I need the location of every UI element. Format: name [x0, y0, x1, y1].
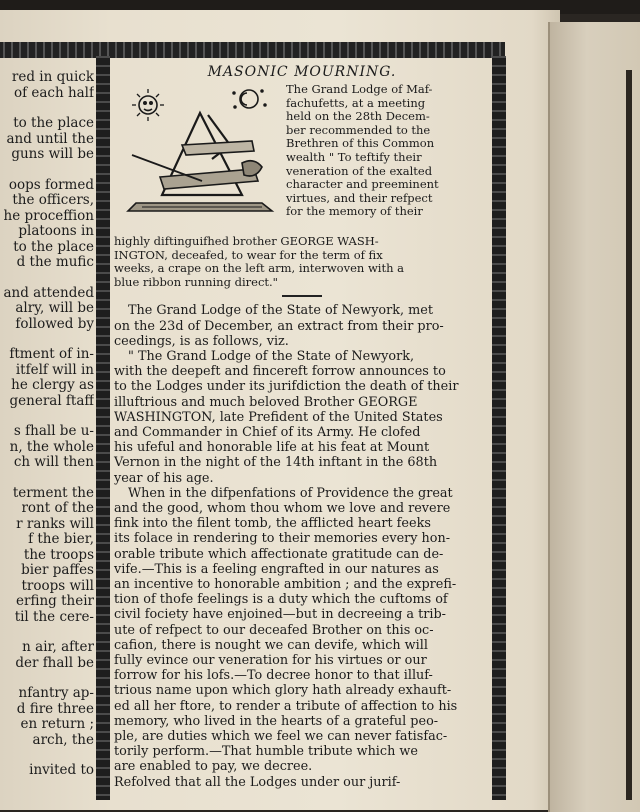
text-line: Refolved that all the Lodges under our jurif-	[114, 774, 401, 790]
text-line: ute of refpect to our deceafed Brother on this oc-	[114, 622, 434, 638]
text-line: erfing their	[16, 593, 94, 609]
text-line: til the cere-	[14, 608, 94, 625]
text-line: invited to	[29, 762, 94, 778]
line-gap	[0, 332, 94, 347]
intro-continuation	[114, 235, 490, 289]
text-line: torily perform.—That humble tribute which we	[114, 744, 418, 760]
text-line: Vernon in the night of the 14th inftant in the 68th	[114, 455, 438, 471]
text-line: n air, after	[22, 639, 94, 655]
text-line: weeks, a crape on the left arm, interwoven with a	[114, 261, 405, 276]
text-line: Brethren of this Common	[286, 136, 435, 151]
text-line: fink into the filent tomb, the afflicted heart feeks	[114, 516, 431, 532]
text-line: ber recommended to the	[286, 122, 431, 137]
text-line: and attended	[3, 284, 94, 301]
text-line: ch will then	[13, 454, 94, 470]
text-line: for the memory of their	[286, 204, 423, 219]
text-line: its folace in rendering to their memories every hon-	[114, 531, 451, 547]
text-line: n, the whole	[9, 438, 94, 455]
text-line: f the bier,	[28, 531, 94, 547]
mourning-border-right	[492, 56, 506, 800]
text-line: to the place	[13, 238, 94, 255]
text-line: fully evince our veneration for his virtues or our	[114, 653, 427, 669]
text-line: the troops	[23, 546, 94, 563]
text-line: forrow for his lofs.—To decree honor to that illuf-	[114, 668, 433, 684]
line-gap	[0, 163, 94, 178]
section-separator	[282, 295, 322, 297]
text-line: character and preeminent	[286, 177, 439, 192]
text-line: followed by	[15, 315, 94, 332]
line-gap	[0, 625, 94, 640]
text-line: highly diftinguifhed brother GEORGE WASH-	[114, 234, 379, 248]
text-line: to the Lodges under its jurifdiction the death of their	[114, 379, 459, 395]
text-line: terment the	[12, 484, 94, 501]
text-line: itfelf will in	[15, 361, 94, 378]
text-line: are enabled to pay, we decree.	[114, 759, 313, 775]
text-line: INGTON, deceafed, to wear for the term of fix	[114, 247, 383, 262]
text-line: the officers,	[12, 192, 94, 208]
text-line: fachufetts, at a meeting	[286, 95, 426, 110]
text-line: red in quick	[11, 70, 94, 85]
text-line: vife.—This is a feeling engrafted in our natures as	[114, 561, 439, 577]
text-line: oops formed	[8, 176, 94, 193]
text-line: ront of the	[21, 500, 94, 516]
text-line: an incentive to honorable ambition ; and the exprefi-	[114, 577, 457, 593]
line-gap	[0, 471, 94, 486]
text-line: ftment of in-	[9, 346, 94, 362]
text-line: bier paffes	[21, 562, 94, 578]
text-line: When in the difpenfations of Providence the great	[128, 485, 453, 501]
text-line: orable tribute which affectionate gratitude can de-	[114, 546, 444, 562]
text-line: year of his age.	[114, 470, 214, 486]
text-line: The Grand Lodge of the State of Newyork, met	[128, 303, 433, 319]
text-line: general ftaff	[9, 392, 94, 409]
text-line: WASHINGTON, late Prefident of the United States	[114, 409, 443, 425]
mourning-border-top	[0, 42, 505, 58]
text-line: his ufeful and honorable life at his feat at Mount	[114, 440, 430, 456]
text-line: guns will be	[11, 146, 94, 162]
text-line: trious name upon which glory hath already exhauft-	[114, 683, 452, 699]
text-line: platoons in	[18, 223, 94, 239]
text-line: d fire three	[16, 700, 94, 717]
intro-paragraph	[286, 83, 490, 219]
text-line: veneration of the exalted	[286, 163, 433, 178]
text-line: ple, are duties which we feel we can never fatisfac-	[114, 729, 448, 745]
text-line: r ranks will	[16, 515, 94, 532]
text-line: blue ribbon running direct."	[114, 274, 278, 289]
text-line: and the good, whom thou whom we love and revere	[114, 501, 451, 517]
text-line: ed all her ftore, to render a tribute of affection to his	[114, 698, 458, 714]
text-line: wealth " To teftify their	[286, 149, 422, 164]
line-gap	[0, 409, 94, 424]
text-line: " The Grand Lodge of the State of Newyork,	[128, 348, 415, 364]
text-line: memory, who lived in the hearts of a grateful peo-	[114, 713, 439, 729]
line-gap	[0, 271, 94, 286]
line-gap	[0, 748, 94, 763]
text-line: with the deepeft and fincereft forrow announces to	[114, 364, 446, 380]
text-line: nfantry ap-	[18, 685, 94, 701]
text-line: tion of thofe feelings is a duty which the cuftoms of	[114, 592, 448, 608]
text-line: held on the 28th Decem-	[286, 109, 430, 124]
line-gap	[0, 101, 94, 116]
text-line: alry, will be	[15, 300, 94, 316]
text-line: illuftrious and much beloved Brother GEORGE	[114, 394, 418, 410]
text-line: arch, the	[32, 731, 94, 748]
text-line: d the mufic	[16, 254, 94, 270]
text-line: en return ;	[20, 716, 94, 732]
text-line: civil fociety have enjoined—but in decreeing a trib-	[114, 607, 446, 623]
text-line: troops will	[21, 577, 94, 594]
article-title: MASONIC MOURNING.	[207, 64, 397, 80]
text-line: The Grand Lodge of Maf-	[286, 82, 433, 96]
text-line: cafion, there is nought we can devife, which will	[114, 637, 428, 653]
mourning-border-left	[96, 56, 110, 800]
left-column-text	[0, 70, 94, 779]
masonic-emblem-icon	[122, 85, 282, 235]
text-line: and until the	[6, 130, 94, 147]
text-line: and Commander in Chief of its Army. He clofed	[114, 425, 421, 440]
text-line: on the 23d of December, an extract from their pro-	[114, 318, 444, 334]
text-line: of each half	[13, 84, 94, 101]
text-line: s fhall be u-	[13, 423, 94, 439]
article	[114, 62, 490, 790]
line-gap	[0, 671, 94, 686]
article-body	[114, 303, 490, 790]
text-line: ceedings, is as follows, viz.	[114, 333, 289, 349]
text-line: virtues, and their refpect	[286, 190, 433, 205]
text-line: der fhall be	[15, 654, 94, 671]
text-line: he clergy as	[11, 377, 94, 393]
text-line: he proceffion	[3, 207, 94, 224]
text-line: to the place	[13, 115, 94, 131]
adjacent-column-rule	[626, 70, 632, 800]
